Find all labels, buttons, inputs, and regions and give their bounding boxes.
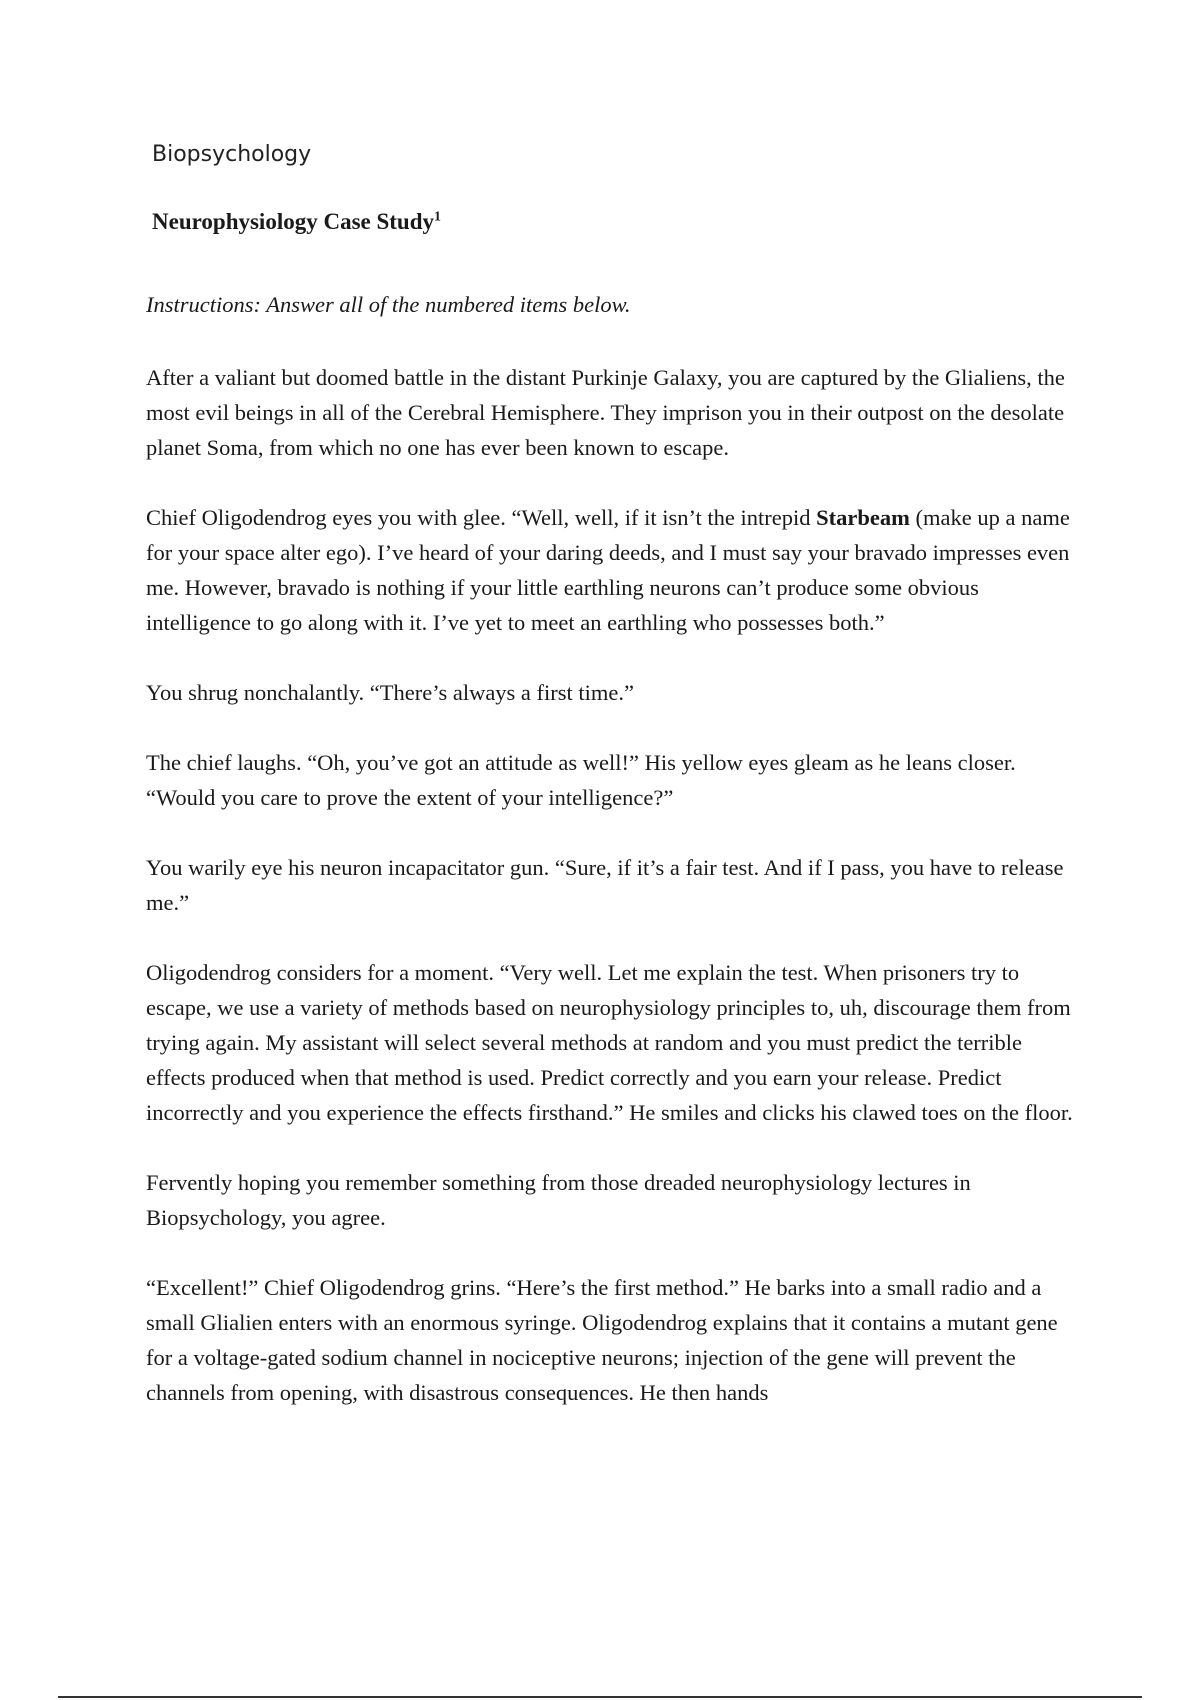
paragraph: “Excellent!” Chief Oligodendrog grins. “Here’s the first method.” He barks into a small radio and a small Glialien enters with an enormous syringe. Oligodendrog explains that it contains a mutant gene for a voltage-gated sodium channel in nociceptive neurons; injection of the gene will prevent the channels from opening, with disastrous consequences. He then hands [146,1275,1058,1405]
footnote-separator [58,1696,1142,1698]
footnote-marker: 1 [434,209,442,225]
course-name: Biopsychology [152,142,312,167]
paragraph-text: (make up a name for your space alter ego). I’ve heard of your daring deeds, and I must say your bravado impresses even me. However, bravado is nothing if your little earthling neurons can’t produce some obvious intelligence to go along with it. I’ve yet to meet an earthling who possesses both.” [146,505,1070,635]
paragraph: The chief laughs. “Oh, you’ve got an attitude as well!” His yellow eyes gleam as he leans closer. “Would you care to prove the extent of your intelligence?” [146,750,1016,810]
paragraph: After a valiant but doomed battle in the distant Purkinje Galaxy, you are captured by the Glialiens, the most evil beings in all of the Cerebral Hemisphere. They imprison you in their outpost on the desolate planet Soma, from which no one has ever been known to escape. [146,365,1065,460]
paragraph: Fervently hoping you remember something from those dreaded neurophysiology lectures in Biopsychology, you agree. [146,1170,971,1230]
paragraph-text: Chief Oligodendrog eyes you with glee. “Well, well, if it isn’t the intrepid [146,505,817,530]
document-title [152,209,441,235]
bold-name: Starbeam [816,505,910,530]
instructions: Instructions: Answer all of the numbered items below. [146,292,631,317]
paragraph [146,500,1076,640]
paragraph: You warily eye his neuron incapacitator gun. “Sure, if it’s a fair test. And if I pass, you have to release me.” [146,855,1064,915]
document-body [146,360,1076,1445]
paragraph: You shrug nonchalantly. “There’s always a first time.” [146,680,635,705]
paragraph: Oligodendrog considers for a moment. “Very well. Let me explain the test. When prisoners try to escape, we use a variety of methods based on neurophysiology principles to, uh, discourage them from trying again. My assistant will select several methods at random and you must predict the terrible effects produced when that method is used. Predict correctly and you earn your release. Predict incorrectly and you experience the effects firsthand.” He smiles and clicks his clawed toes on the floor. [146,960,1073,1125]
title-text: Neurophysiology Case Study [152,209,435,234]
